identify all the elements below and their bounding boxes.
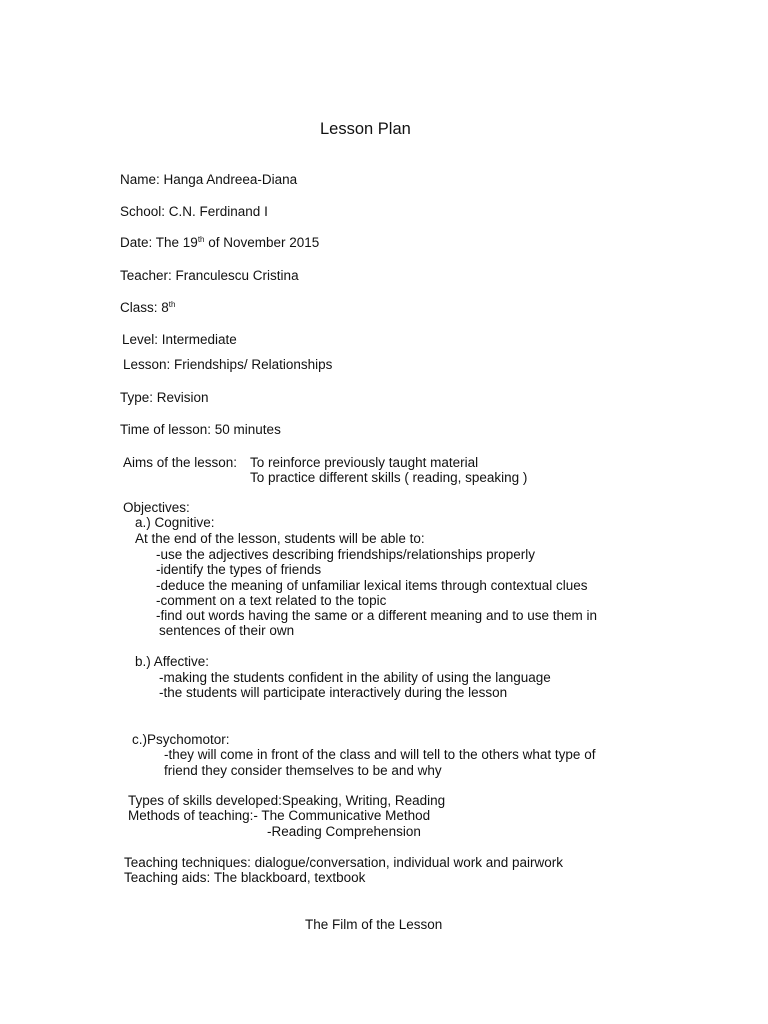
lesson-field: Lesson: Friendships/ Relationships [123, 357, 333, 372]
date-prefix: Date: The 19 [120, 235, 198, 250]
aids-line: Teaching aids: The blackboard, textbook [124, 870, 366, 885]
skills-line: Types of skills developed:Speaking, Writing, Reading [128, 793, 446, 808]
cognitive-heading: a.) Cognitive: [135, 515, 215, 530]
psychomotor-item: friend they consider themselves to be and why [164, 763, 442, 778]
section-title: The Film of the Lesson [305, 917, 443, 932]
cognitive-item: -deduce the meaning of unfamiliar lexical items through contextual clues [156, 578, 588, 593]
date-rest: of November 2015 [204, 235, 320, 250]
teacher-field: Teacher: Franculescu Cristina [120, 268, 299, 283]
document-title: Lesson Plan [320, 120, 411, 138]
cognitive-item: sentences of their own [159, 623, 295, 638]
cognitive-intro: At the end of the lesson, students will be able to: [135, 531, 425, 546]
type-field: Type: Revision [120, 390, 209, 405]
methods-line: Methods of teaching:- The Communicative Method [128, 808, 431, 823]
objectives-heading: Objectives: [123, 500, 190, 515]
date-ordinal: th [197, 235, 205, 244]
affective-item: -making the students confident in the ability of using the language [159, 670, 551, 685]
methods-item: -Reading Comprehension [267, 824, 421, 839]
cognitive-item: -comment on a text related to the topic [156, 593, 387, 608]
class-ordinal: th [168, 300, 176, 309]
psychomotor-heading: c.)Psychomotor: [132, 732, 230, 747]
date-field [120, 235, 319, 251]
aims-label: Aims of the lesson: [123, 455, 238, 470]
aims-item: To practice different skills ( reading, speaking ) [250, 470, 528, 485]
psychomotor-item: -they will come in front of the class and will tell to the others what type of [164, 747, 596, 762]
techniques-line: Teaching techniques: dialogue/conversation, individual work and pairwork [124, 855, 564, 870]
name-field: Name: Hanga Andreea-Diana [120, 172, 298, 187]
affective-item: -the students will participate interactively during the lesson [159, 685, 508, 700]
level-field: Level: Intermediate [122, 332, 237, 347]
class-field [120, 300, 175, 316]
time-field: Time of lesson: 50 minutes [120, 422, 281, 437]
cognitive-item: -identify the types of friends [156, 562, 322, 577]
school-field: School: C.N. Ferdinand I [120, 204, 268, 219]
class-prefix: Class: 8 [120, 300, 169, 315]
cognitive-item: -use the adjectives describing friendships/relationships properly [156, 547, 535, 562]
cognitive-item: -find out words having the same or a different meaning and to use them in [156, 608, 598, 623]
affective-heading: b.) Affective: [135, 654, 210, 669]
aims-item: To reinforce previously taught material [250, 455, 479, 470]
